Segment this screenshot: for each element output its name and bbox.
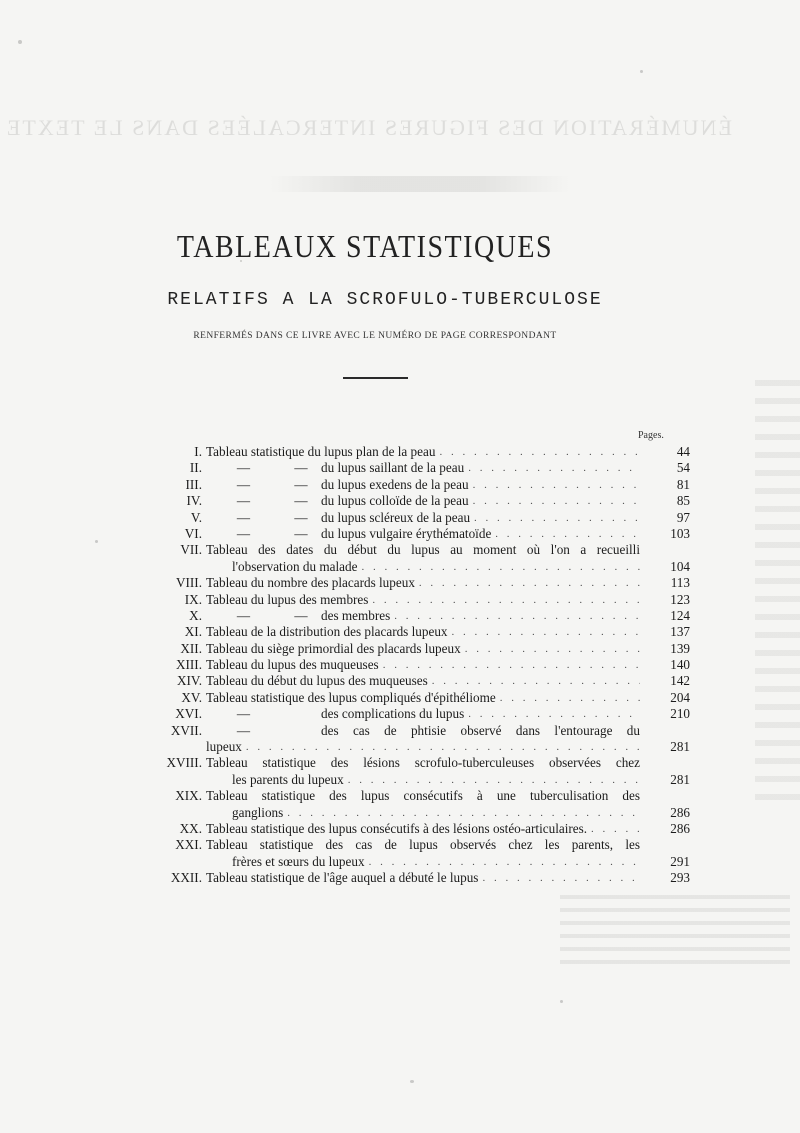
page-number: 293 (670, 870, 690, 886)
entry-text: des cas de phtisie observé dans l'entourage du (321, 722, 640, 738)
page-number: 291 (670, 853, 690, 869)
entry-text: du lupus saillant de la peau (321, 460, 465, 476)
entry-body (206, 592, 640, 608)
entry-text: Tableau statistique de l'âge auquel a débuté le lupus (206, 870, 479, 886)
page-number: 281 (670, 739, 690, 755)
page-number: 142 (670, 673, 690, 689)
toc-entry (150, 657, 690, 673)
entry-number: III. (185, 476, 202, 492)
bleed-through-lines (560, 895, 790, 965)
ditto-dash: — (294, 476, 308, 492)
entry-body (206, 477, 640, 493)
toc-entry (150, 706, 690, 722)
entry-number: IX. (184, 591, 202, 607)
toc-entry-continuation (150, 854, 690, 870)
title-rule (343, 377, 408, 379)
entry-text: Tableau du début du lupus des muqueuses (206, 673, 428, 689)
ditto-dash: — (294, 493, 308, 509)
leader-dots (283, 805, 640, 821)
entry-body (206, 460, 640, 476)
entry-number: XXII. (170, 870, 202, 886)
entry-number: XIII. (176, 657, 202, 673)
toc-entry (150, 690, 690, 706)
toc-entry (150, 673, 690, 689)
entry-body (206, 805, 640, 821)
page-number: 81 (676, 476, 690, 492)
entry-body (206, 837, 640, 853)
entry-body (206, 706, 640, 722)
entry-number: X. (189, 607, 202, 623)
entry-body (206, 788, 640, 804)
entry-text-continuation: ganglions (232, 804, 284, 820)
leader-dots (470, 510, 640, 526)
entry-number: XVIII. (166, 755, 202, 771)
page-caption: RENFERMÉS DANS CE LIVRE AVEC LE NUMÉRO DE PAGE CORRESPONDANT (193, 331, 557, 341)
entry-text: du lupus vulgaire érythématoïde (321, 525, 492, 541)
entry-text: Tableau du lupus des muqueuses (206, 657, 379, 673)
entry-number: XII. (180, 640, 202, 656)
toc-entry (150, 723, 690, 739)
entry-text: Tableau statistique des cas de lupus observés chez les parents, les (206, 837, 640, 853)
ditto-dash: — (236, 476, 251, 492)
toc-entry (150, 837, 690, 853)
toc-entry-continuation (150, 805, 690, 821)
paper-speck (560, 1000, 563, 1003)
entry-text: Tableau de la distribution des placards lupeux (206, 624, 448, 640)
entry-number: XIX. (175, 788, 202, 804)
toc-entry-continuation (150, 739, 690, 755)
entry-number: XI. (184, 624, 202, 640)
leader-dots (357, 559, 640, 575)
entry-text-continuation: frères et sœurs du lupeux (232, 853, 365, 869)
leader-dots (469, 493, 640, 509)
entry-body (206, 739, 640, 755)
toc-entry (150, 608, 690, 624)
entry-body (206, 870, 640, 886)
entry-text: Tableau du siège primordial des placards lupeux (206, 640, 461, 656)
page-number: 139 (670, 640, 690, 656)
paper-speck (410, 1080, 414, 1083)
page-number: 281 (670, 771, 690, 787)
page-number: 124 (670, 607, 690, 623)
entry-text: Tableau du nombre des placards lupeux (206, 575, 415, 591)
table-of-contents (150, 444, 690, 887)
entry-body (206, 510, 640, 526)
ditto-dash: — (294, 607, 308, 623)
page-number: 85 (676, 493, 690, 509)
entry-text: Tableau du lupus des membres (206, 591, 369, 607)
entry-body (206, 608, 640, 624)
entry-number: XV. (181, 689, 202, 705)
entry-body (206, 575, 640, 591)
toc-entry-continuation (150, 559, 690, 575)
entry-number: V. (190, 509, 202, 525)
ditto-dash: — (294, 525, 308, 541)
toc-entry (150, 592, 690, 608)
entry-body (206, 657, 640, 673)
ditto-dash: — (236, 722, 251, 738)
entry-text: Tableau statistique des lupus consécutifs à une tuberculisation des (206, 788, 640, 804)
leader-dots (587, 821, 640, 837)
bleed-through-heading: ÉNUMÉRATION DES FIGURES INTERCALÉES DANS LE TEXTE (4, 115, 732, 140)
entry-body (206, 821, 640, 837)
entry-body (206, 772, 640, 788)
leader-dots (448, 624, 640, 640)
page-subtitle: RELATIFS A LA SCROFULO-TUBERCULOSE (167, 290, 603, 310)
ditto-dash: — (294, 460, 308, 476)
entry-number: XX. (179, 820, 202, 836)
toc-entry (150, 641, 690, 657)
entry-text: des membres (321, 607, 391, 623)
entry-text: Tableau statistique des lésions scrofulo-tuberculeuses observées chez (206, 755, 640, 771)
toc-entry (150, 493, 690, 509)
page-number: 140 (670, 657, 690, 673)
entry-number: VIII. (176, 575, 202, 591)
toc-entry (150, 575, 690, 591)
page-number: 286 (670, 804, 690, 820)
entry-body (206, 526, 640, 542)
page-number: 54 (676, 460, 690, 476)
toc-entry (150, 788, 690, 804)
page-number: 210 (670, 706, 690, 722)
entry-text: Tableau statistique du lupus plan de la peau (206, 443, 436, 459)
leader-dots (365, 854, 640, 870)
page-number: 137 (670, 624, 690, 640)
entry-number: VII. (180, 542, 202, 558)
entry-number: XIV. (176, 673, 202, 689)
toc-entry (150, 477, 690, 493)
leader-dots (478, 870, 640, 886)
entry-body (206, 690, 640, 706)
page-number: 204 (670, 689, 690, 705)
entry-number: VI. (184, 525, 202, 541)
toc-entry (150, 624, 690, 640)
entry-body (206, 673, 640, 689)
entry-number: XVII. (170, 722, 202, 738)
pages-column-header: Pages. (638, 430, 664, 441)
bleed-through-mark (270, 176, 570, 192)
toc-entry (150, 542, 690, 558)
ditto-dash: — (294, 509, 308, 525)
entry-text: du lupus scléreux de la peau (321, 509, 471, 525)
toc-entry (150, 526, 690, 542)
leader-dots (415, 575, 640, 591)
entry-body (206, 559, 640, 575)
toc-entry (150, 460, 690, 476)
leader-dots (461, 641, 640, 657)
toc-entry (150, 755, 690, 771)
leader-dots (435, 444, 640, 460)
toc-entry (150, 444, 690, 460)
entry-body (206, 624, 640, 640)
entry-body (206, 755, 640, 771)
entry-text: Tableau statistique des lupus consécutifs à des lésions ostéo-articulaires. (206, 820, 588, 836)
entry-number: I. (194, 443, 202, 459)
leader-dots (428, 673, 640, 689)
entry-text-continuation: lupeux (206, 739, 242, 755)
page-number: 104 (670, 558, 690, 574)
page-number: 286 (670, 820, 690, 836)
entry-body (206, 854, 640, 870)
entry-number: XXI. (175, 837, 202, 853)
entry-text: Tableau statistique des lupus compliqués d'épithéliome (206, 689, 496, 705)
leader-dots (242, 739, 640, 755)
page-number: 123 (670, 591, 690, 607)
page-number: 113 (670, 575, 690, 591)
toc-entry-continuation (150, 772, 690, 788)
leader-dots (464, 460, 640, 476)
entry-body (206, 542, 640, 558)
leader-dots (491, 526, 640, 542)
entry-text-continuation: l'observation du malade (232, 558, 358, 574)
entry-text: du lupus colloïde de la peau (321, 493, 469, 509)
page-number: 44 (676, 443, 690, 459)
toc-entry (150, 870, 690, 886)
page-number: 97 (676, 509, 690, 525)
bleed-through-column (755, 380, 800, 800)
entry-number: XVI. (175, 706, 202, 722)
entry-body (206, 493, 640, 509)
toc-entry (150, 821, 690, 837)
ditto-dash: — (236, 525, 251, 541)
ditto-dash: — (236, 706, 251, 722)
ditto-dash: — (236, 460, 251, 476)
entry-body (206, 723, 640, 739)
page-number: 103 (670, 525, 690, 541)
leader-dots (496, 690, 640, 706)
entry-text: des complications du lupus (321, 706, 465, 722)
ditto-dash: — (236, 607, 251, 623)
paper-speck (95, 540, 98, 543)
leader-dots (464, 706, 640, 722)
paper-speck (18, 40, 22, 44)
entry-number: IV. (186, 493, 202, 509)
ditto-dash: — (236, 493, 251, 509)
leader-dots (379, 657, 640, 673)
toc-entry (150, 510, 690, 526)
ditto-dash: — (236, 509, 251, 525)
leader-dots (390, 608, 640, 624)
entry-text-continuation: les parents du lupeux (232, 771, 344, 787)
paper-speck (640, 70, 643, 73)
entry-body (206, 641, 640, 657)
page-title: TABLEAUX STATISTIQUES (176, 229, 554, 266)
leader-dots (344, 772, 640, 788)
entry-text: du lupus exedens de la peau (321, 476, 469, 492)
leader-dots (368, 592, 640, 608)
entry-text: Tableau des dates du début du lupus au moment où l'on a recueilli (206, 542, 640, 558)
entry-body (206, 444, 640, 460)
entry-number: II. (189, 460, 202, 476)
leader-dots (469, 477, 640, 493)
